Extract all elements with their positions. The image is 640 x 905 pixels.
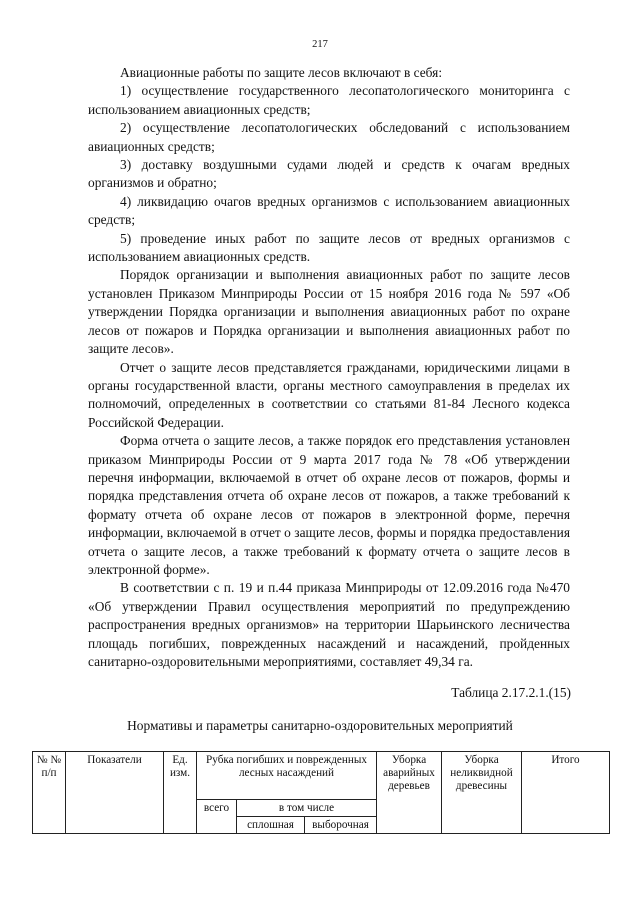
paragraph: 2) осуществление лесопатологических обследований с использованием авиационных средств; [88, 120, 570, 154]
paragraph: В соответствии с п. 19 и п.44 приказа Минприроды от 12.09.2016 года №470 «Об утверждении Правил осуществления мероприятий по предупреждению распространения вредных организмов» на территории Шарьинского лесничества площадь погибших, поврежденных насаждений и насаждений, пройденных санитарно-оздоровительными мероприятиями, составляет 49,34 га. [88, 580, 570, 669]
table-title: Нормативы и параметры санитарно-оздоровительных мероприятий [127, 718, 513, 733]
paragraph: 1) осуществление государственного лесопатологического мониторинга с использованием авиационных средств; [88, 83, 570, 117]
header-indicators: Показатели [66, 752, 164, 834]
page-number: 217 [312, 39, 328, 50]
body-text [88, 64, 570, 671]
header-total: Итого [522, 752, 610, 834]
header-including: в том числе [237, 800, 377, 817]
header-felling-total: всего [197, 800, 237, 834]
header-felling: Рубка погибших и поврежденных лесных насаждений [197, 752, 377, 800]
header-num: № № п/п [33, 752, 66, 834]
paragraph: Авиационные работы по защите лесов включают в себя: [120, 65, 443, 80]
paragraph: Порядок организации и выполнения авиационных работ по защите лесов установлен Приказом Минприроды России от 15 ноября 2016 года № 597 «Об утверждении Порядка организации и выполнения авиационных работ по охране лесов от пожаров и Порядка организации и выполнения авиационных работ по защите лесов». [88, 267, 570, 357]
paragraph: 3) доставку воздушными судами людей и средств к очагам вредных организмов и обратно; [88, 157, 570, 191]
header-selective-felling: выборочная [305, 817, 377, 834]
paragraph: 4) ликвидацию очагов вредных организмов с использованием авиационных средств; [88, 193, 570, 228]
header-emergency-trees: Уборка аварийных деревьев [377, 752, 442, 834]
norms-table [32, 751, 610, 834]
paragraph: Отчет о защите лесов представляется гражданами, юридическими лицами в органы государственной власти, органы местного самоуправления в пределах их полномочий, определенных в соответствии со статьями 81-84 Лесного кодекса Российской Федерации. [88, 359, 570, 430]
paragraph: Форма отчета о защите лесов, а также порядок его представления установлен приказом Минприроды России от 9 марта 2017 года № 78 «Об утверждении перечня информации, включаемой в отчет об охране лесов от пожаров, формы и порядка представления отчета об охране лесов от пожаров, а также требований к формату отчета об охране лесов от пожаров в электронной форме, перечня информации, включаемой в отчет о защите лесов, формы и порядка предоставления отчета о защите лесов, а также требований к формату отчета о защите лесов в электронной форме». [88, 433, 570, 577]
header-unit: Ед. изм. [164, 752, 197, 834]
header-illiquid-wood: Уборка неликвидной древесины [442, 752, 522, 834]
header-clear-felling: сплошная [237, 817, 305, 834]
paragraph: 5) проведение иных работ по защите лесов от вредных организмов с использованием авиационных средств. [88, 230, 570, 265]
table-caption: Таблица 2.17.2.1.(15) [451, 685, 571, 700]
